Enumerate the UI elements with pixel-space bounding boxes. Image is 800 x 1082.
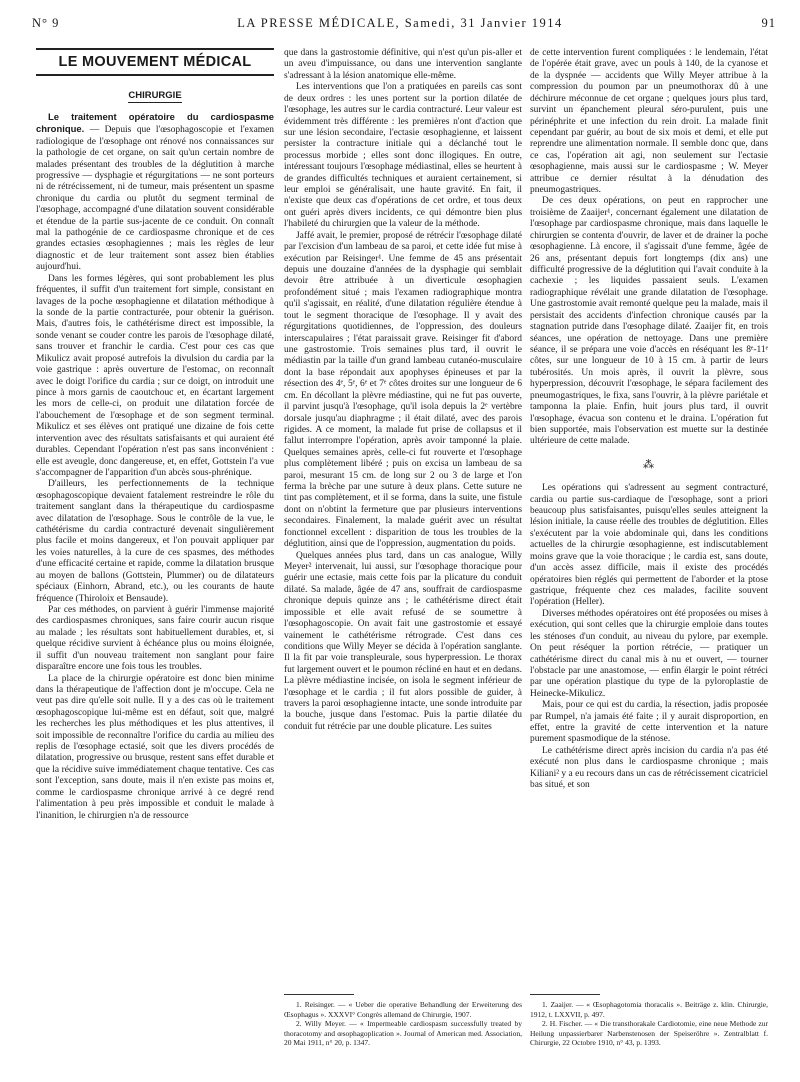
column-1 [36, 48, 274, 1048]
article-paragraph: Jaffé avait, le premier, proposé de rétrécir l'œsophage dilaté par l'excision d'un lambeau de sa paroi, et cette idée fut mise à exécution par Reisinger¹. Une femme de 45 ans présentait depuis une douzaine d'années de la dysphagie qui semblait devoir être attribuée à un diverticule œsophagien profondément situé ; mais l'examen radiographique montra qu'il s'agissait, en réalité, d'une dilatation régulière étendue à tout le segment thoracique de l'œsophage. Il y avait des régurgitations quotidiennes, de l'oppression, des douleurs interscapulaires ; l'état paraissait grave. Reisinger fit d'abord une gastrostomie. Trois semaines plus tard, il ouvrit le médiastin par la taille d'un grand lambeau cutanéo-musculaire dont la base répondait aux apophyses épineuses et par la résection des 4ᵉ, 5ᵉ, 6ᵉ et 7ᵉ côtes droites sur une longueur de 6 cm. En décollant la plèvre médiastine, qui ne fut pas ouverte, il parvint jusqu'à l'œsophage, qu'il isola depuis la 2ᵉ vertèbre dorsale jusqu'au diaphragme ; il était dilaté, avec des parois rigides. A ce moment, la malade fut prise de collapsus et il fallut interrompre l'opération, après avoir tamponné la plaie. Quelques semaines après, celle-ci fut rouverte et l'œsophage plus complètement libéré ; puis on excisa un lambeau de sa paroi, mesurant 15 cm. de long sur 2 ou 3 de large et l'on ferma la brèche par une suture à deux plans. Cette suture ne tint pas complètement, et il se forma, dans la suite, une fistule dont on n'obtint la fermeture que par plusieurs interventions secondaires. Finalement, la malade guérit avec un résultat fonctionnel excellent : disparition de tous les troubles de la déglutition, ainsi que de l'oppression, augmentation du poids. [284, 230, 522, 550]
page-number: 91 [761, 16, 776, 30]
journal-title: LA PRESSE MÉDICALE, Samedi, 31 Janvier 1914 [237, 16, 563, 30]
issue-number: N° 9 [32, 16, 60, 30]
article-paragraph: Les interventions que l'on a pratiquées en pareils cas sont de deux ordres : les unes portent sur la portion dilatée de l'œsophage, les autres sur le cardia contracturé. Leur valeur est évidemment très différente : les premières n'ont d'action que sur une lésion secondaire, l'ectasie œsophagienne, et laissent persister la contracture initiale qui a déclanché tout le processus morbide ; elles sont donc illogiques. En outre, intéressant toujours l'œsophage médiastinal, elles se heurtent à de grandes difficultés techniques et auraient certainement, si leur emploi se généralisait, une haute gravité. En fait, il n'existe que deux cas d'opérations de cet ordre, et tous deux ont guéri après divers incidents, ce qui démontre bien plus l'habileté du chirurgien que la valeur de la méthode. [284, 82, 522, 230]
article-paragraph: La place de la chirurgie opératoire est donc bien minime dans la thérapeutique de l'affection dont je m'occupe. Cela ne veut pas dire qu'elle soit nulle. Il y a des cas où le traitement œsophagoscopique lui-même est en défaut, soit que, malgré les recherches les plus méthodiques et les plus attentives, il soit impossible de reconnaître l'orifice du cardia au milieu des replis de l'œsophage ectasié, soit que les divers procédés de dilatation, progressive ou brusque, restent sans effet durable et que la récidive suive immédiatement chaque tentative. Ces cas sont l'exception, sans doute, mais il n'en existe pas moins et, comme le cardiospasme chronique arrivé à ce degré rend l'alimentation à peu près impossible et conduit le malade à l'inanition, le chirurgien n'a de ressource [36, 673, 274, 821]
article-paragraph: Mais, pour ce qui est du cardia, la résection, jadis proposée par Rumpel, n'a jamais été faite ; il y aurait disproportion, en effet, entre la gravité de cette intervention et la nature purement spasmodique de la sténose. [530, 700, 768, 745]
footnote-rule [530, 994, 600, 995]
column-3 [530, 48, 768, 1048]
column-2 [284, 48, 522, 1048]
article-paragraph: de cette intervention furent compliquées : le lendemain, l'état de l'opérée était grave, avec un pouls à 140, de la cyanose et de la dyspnée — accidents que Willy Meyer attribue à la compression du poumon par un pneumothorax dû à une déchirure méconnue de cet organe ; quelques jours plus tard, survint un épanchement pleural séro-purulent, puis une périnéphrite et une infection du rein droit. La malade finit cependant par guérir, au bout de six mois et demi, et elle put reprendre une alimentation normale. Il semble donc que, dans ce cas, l'opération ait agi, non seulement sur l'ectasie œsophagienne, mais aussi sur le cardiospasme ; W. Meyer attribue ce dernier résultat à la dénudation des pneumogastriques. [530, 48, 768, 196]
article-paragraph: Diverses méthodes opératoires ont été proposées ou mises à exécution, qui sont celles que la chirurgie emploie dans toutes les sténoses d'un conduit, au niveau du pylore, par exemple. On peut réséquer la portion rétrécie, — pratiquer un cathétérisme direct du canal mis à nu et ouvert, — tourner l'obstacle par une anastomose, — enfin élargir le point rétréci par une opération plastique du type de la pyloroplastie de Heinecke-Mikulicz. [530, 608, 768, 699]
article-paragraph: que dans la gastrostomie définitive, qui n'est qu'un pis-aller et un aveu d'impuissance, ou dans une intervention sanglante s'adressant à la lésion anatomique elle-même. [284, 48, 522, 81]
footnote: 1. Reisinger. — « Ueber die operative Behandlung der Erweiterung des Œsophagus ». XXXVI° Congrès allemand de Chirurgie, 1907. [284, 1000, 522, 1019]
article-paragraph: Les opérations qui s'adressent au segment contracturé, cardia ou partie sus-cardiaque de l'œsophage, sont a priori beaucoup plus satisfaisantes, puisqu'elles seules atteignent la lésion initiale, la cause réelle des troubles de déglutition. Elles s'exécutent par la voie abdominale qui, dans les conditions actuelles de la chirurgie œsophagienne, est indiscutablement moins grave que la voie thoracique ; le cardia est, sans doute, d'un accès assez difficile, mais il existe des procédés opératoires bien réglés qui permettent de l'aborder et la ptose gastrique, fréquente chez ces malades, facilite souvent l'opération (Heller). [530, 483, 768, 608]
footnotes [284, 994, 522, 1048]
article-paragraph: D'ailleurs, les perfectionnements de la technique œsophagoscopique devaient fatalement restreindre le rôle du traitement sanglant dans la thérapeutique du cardiospasme avec dilatation de l'œsophage. Sous le contrôle de la vue, le cathétérisme du cardia contracturé devenait singulièrement plus facile et moins dangereux, et l'on pouvait appliquer par les voies naturelles, à la cure de ces spasmes, des méthodes d'une efficacité certaine et rapide, comme la dilatation brusque au moyen de ballons (Gottstein, Plummer) ou de dilatateurs spéciaux (Einhorn, Abrand, etc.), ou les courants de haute fréquence (Thiroloix et Bensaude). [36, 479, 274, 604]
article-paragraph: Quelques années plus tard, dans un cas analogue, Willy Meyer² intervenait, lui aussi, sur l'œsophage thoracique pour guérir une ectasie, mais cette fois par la plicature du conduit dilaté. Sa malade, âgée de 47 ans, souffrait de cardiospasme chronique depuis quinze ans ; le cathétérisme direct était impossible et elle avait refusé de se soumettre à l'œsophagoscopie. On avait fait une gastrostomie et essayé vainement le cathétérisme rétrograde. C'est dans ces conditions que Willy Meyer se décida à l'opération sanglante. Il la fit par voie transpleurale, sous hyperpression. Le thorax fut largement ouvert et le poumon récliné en haut et en dedans. La plèvre médiastine incisée, on isola le segment inférieur de l'œsophage et le cardia ; il fut alors possible de guider, à travers la paroi œsophagienne intacte, une sonde introduite par la bouche, jusque dans l'estomac. Puis la partie dilatée du conduit fut rétrécie par une double plicature. Les suites [284, 550, 522, 732]
article-title: Le traitement opératoire du cardiospasme chronique. [36, 111, 274, 136]
footnote-rule [284, 994, 354, 995]
footnote: 2. H. Fischer. — « Die transthorakale Cardiotomie, eine neue Methode zur Heilung unpassierbarer Narbenstenosen der Speiseröhre ». Zentralblatt f. Chirurgie, 22 Octobre 1910, n° 43, p. 1393. [530, 1019, 768, 1048]
section-break-stars: ⁂ [643, 458, 655, 471]
article-paragraph: De ces deux opérations, on peut en rapprocher une troisième de Zaaijer¹, concernant également une dilatation de l'œsophage par cardiospasme chronique, mais dans laquelle le chirurgien se contenta d'ouvrir, de laver et de drainer la poche œsophagienne. Là encore, il s'agissait d'une femme, âgée de 26 ans, présentant depuis fort longtemps (dix ans) une difficulté progressive de la déglutition qui l'avait conduite à la cachexie ; les liquides passaient seuls. L'examen radiographique révélait une grande dilatation de l'œsophage. Une gastrostomie avait remonté quelque peu la malade, mais il persistait des accidents d'infection chronique causés par la stagnation putride dans l'œsophage dilaté. Zaaijer fit, en trois séances, une opération de nettoyage. Dans une première séance, il se prépara une voie d'accès en réséquant les 8ᵉ-11ᵉ côtes, sur une longueur de 10 à 15 cm. à partir de leurs tubérosités. Un mois après, il ouvrit la plèvre, sous hyperpression, découvrit l'œsophage, le sépara facilement des pneumogastriques, le fixa, sans l'ouvrir, à la plèvre pariétale et tamponna la plaie. Enfin, huit jours plus tard, il ouvrit l'œsophage, évacua son contenu et le draina. L'opération fut bien supportée, mais l'observation est muette sur la destinée ultérieure de cette malade. [530, 196, 768, 447]
section-title: LE MOUVEMENT MÉDICAL [36, 48, 274, 76]
footnote: 1. Zaaijer. — « Œsophagotomia thoracalis ». Beiträge z. klin. Chirurgie, 1912, t. LXXVII, p. 497. [530, 1000, 768, 1019]
page-header [22, 12, 778, 34]
article-paragraph: Le cathétérisme direct après incision du cardia n'a pas été exécuté non plus dans le cardiospasme chronique ; mais Kiliani² y a eu recours dans un cas de rétrécissement cicatriciel bas situé, et son [530, 745, 768, 791]
article-paragraph: Dans les formes légères, qui sont probablement les plus fréquentes, il suffit d'un traitement fort simple, consistant en lavages de la poche œsophagienne et dilatation méthodique à la sonde de la partie contracturée, pour obtenir la guérison. Mais, d'autres fois, le cathétérisme direct est impossible, la sonde venant se couder contre les parois de l'œsophage dilaté, sans trouver et franchir le cardia. C'est pour ces cas que Mikulicz avait proposé autrefois la divulsion du cardia par la voie gastrique : après ouverture de l'estomac, on reconnaît avec le doigt l'orifice du cardia ; sur ce doigt, on introduit une pince à mors garnis de caoutchouc et, en écartant largement les mors de celle-ci, on produit une dilatation forcée de l'abouchement de l'œsophage et de son segment terminal. Mikulicz et ses élèves ont pratiqué une dizaine de fois cette intervention avec des résultats satisfaisants et qui auraient été durables. Cependant l'opération n'est pas sans inconvénient : elle est aveugle, donc dangereuse, et, en effet, Gottstein l'a vue s'accompagner de l'apparition d'un abcès sous-phrénique. [36, 273, 274, 478]
article-paragraph: Le traitement opératoire du cardiospasme chronique. — Depuis que l'œsophagoscopie et l'examen radiologique de l'œsophage ont rénové nos connaissances sur la pathologie de cet organe, on sait qu'un certain nombre de malades présentant des troubles de la déglutition à marche progressive — dysphagie et régurgitations — ne sont porteurs ni de rétrécissement, ni de tumeur, mais présentent un spasme chronique du cardia ou plutôt du segment terminal de l'œsophage, accompagné d'une dilatation souvent considérable et étendue de la partie sus-jacente de ce conduit. On connaît mal la pathogénie de ce cardiospasme chronique et de ces grandes ectasies œsophagiennes ; mais les règles de leur diagnostic et de leur traitement sont assez bien établies aujourd'hui. [36, 111, 275, 273]
subsection-title: CHIRURGIE [128, 90, 182, 102]
footnotes [530, 994, 768, 1048]
article-paragraph: Par ces méthodes, on parvient à guérir l'immense majorité des cardiospasmes chroniques, sans faire courir aucun risque au malade ; les résultats sont habituellement durables, et, si quelque récidive survient à échéance plus ou moins éloignée, il suffit d'un nouveau traitement non sanglant pour faire disparaître encore une fois tous les troubles. [36, 604, 274, 673]
footnote: 2. Willy Meyer. — « Impermeable cardiospasm successfully treated by thoracotomy and œsophagoplication ». Journal of American med. Association, 20 Mai 1911, n° 20, p. 1347. [284, 1019, 522, 1048]
